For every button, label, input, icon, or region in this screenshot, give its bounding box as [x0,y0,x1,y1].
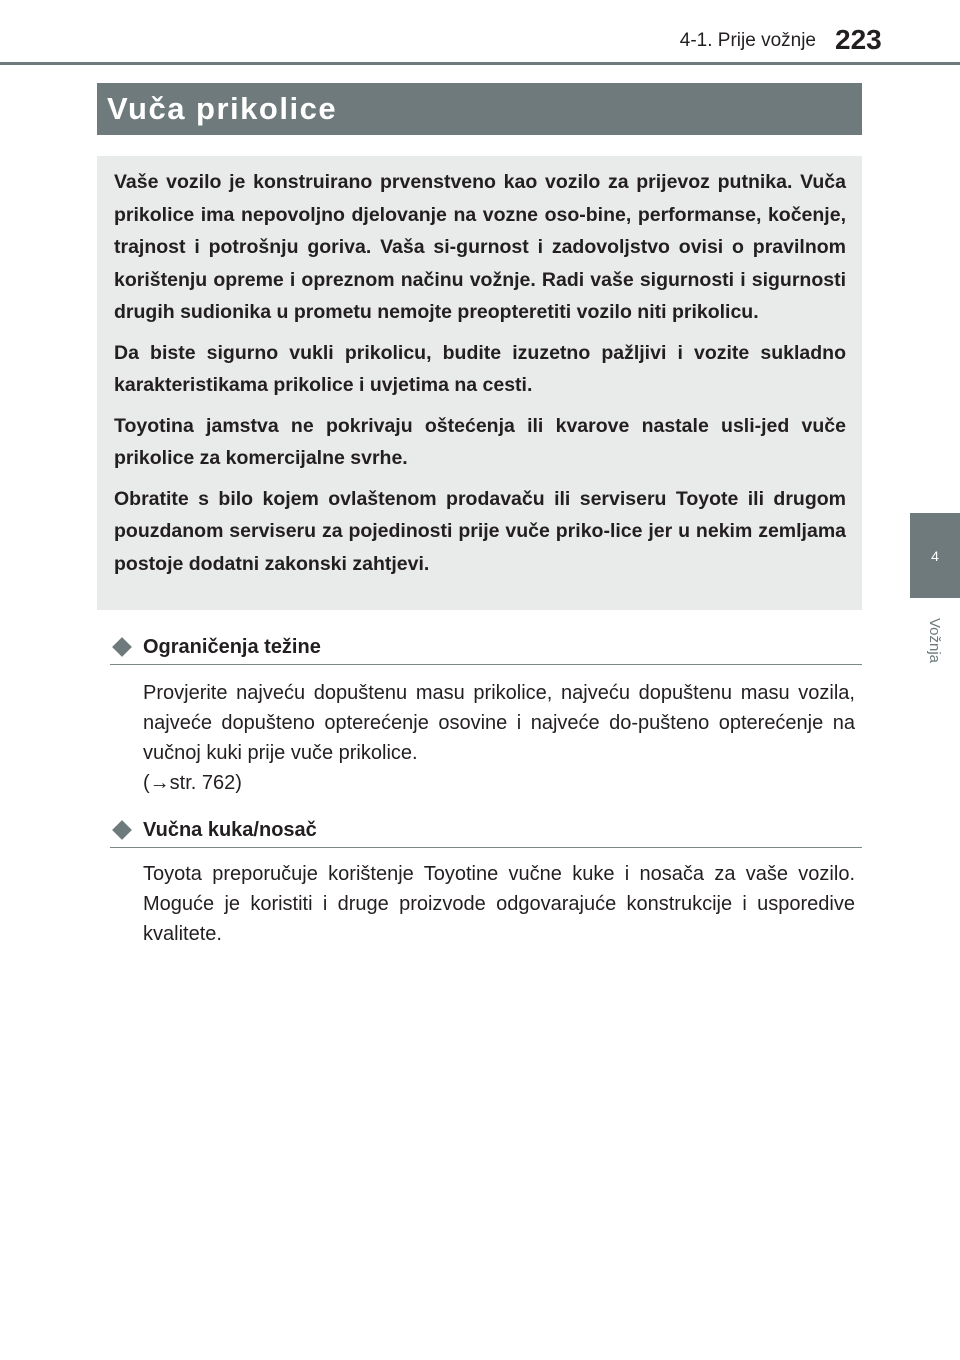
chapter-tab [910,513,960,598]
section-body-weight-limits [143,678,855,798]
intro-paragraph: Obratite s bilo kojem ovlaštenom prodavaču ili serviseru Toyote ili drugom pouzdanom serviseru za pojedinosti prije vuče priko-lice jer u nekim zemljama postoje dodatni zakonski zahtjevi. [114,487,846,575]
page-reference-link[interactable]: (→str. 762) [143,772,242,794]
chapter-label-container [910,600,960,680]
section-body-tow-hitch [143,859,855,949]
intro-paragraph: Vaše vozilo je konstruirano prvenstveno kao vozilo za prijevoz putnika. Vuča prikolice ima nepovoljno djelovanje na vozne oso-bine, performanse, kočenje, trajnost i potrošnju goriva. Vaša si-gurnost i zadovoljstvo ovisi o pravilnom korištenju opreme i opreznom načinu vožnje. Radi vaše sigurnosti i sigurnosti drugih sudionika u prometu nemojte preopteretiti vozilo niti prikolicu. [114,171,846,323]
chapter-number: 4 [931,547,939,564]
intro-paragraph: Toyotina jamstva ne pokrivaju oštećenja ili kvarove nastale usli-jed vuče prikolice za komercijalne svrhe. [114,414,846,469]
intro-paragraph: Da biste sigurno vukli prikolicu, budite izuzetno pažljivi i vozite sukladno karakteristikama prikolice i uvjetima na cesti. [114,341,846,396]
section-title: Ograničenja težine [143,635,321,658]
diamond-bullet-icon [112,820,132,840]
section-body-text: Provjerite najveću dopuštenu masu prikolice, najveću dopuštenu masu vozila, najveće dopušteno opterećenje osovine i najveće do-pušteno opterećenje na vučnoj kuki prije vuče prikolice. [143,682,855,764]
section-heading-weight-limits [110,630,862,665]
section-body-text: Toyota preporučuje korištenje Toyotine vučne kuke i nosača za vaše vozilo. Moguće je koristiti i druge proizvode odgovarajuće konstrukcije i usporedive kvalitete. [143,863,855,945]
chapter-label: Vožnja [926,617,944,663]
header-section-title: 4-1. Prije vožnje [679,30,816,51]
header-divider [0,62,960,65]
page-title: Vuča prikolice [97,83,862,135]
section-heading-tow-hitch [110,813,862,848]
section-title: Vučna kuka/nosač [143,818,317,841]
intro-box [97,156,862,610]
diamond-bullet-icon [112,637,132,657]
page-number: 223 [835,24,882,55]
